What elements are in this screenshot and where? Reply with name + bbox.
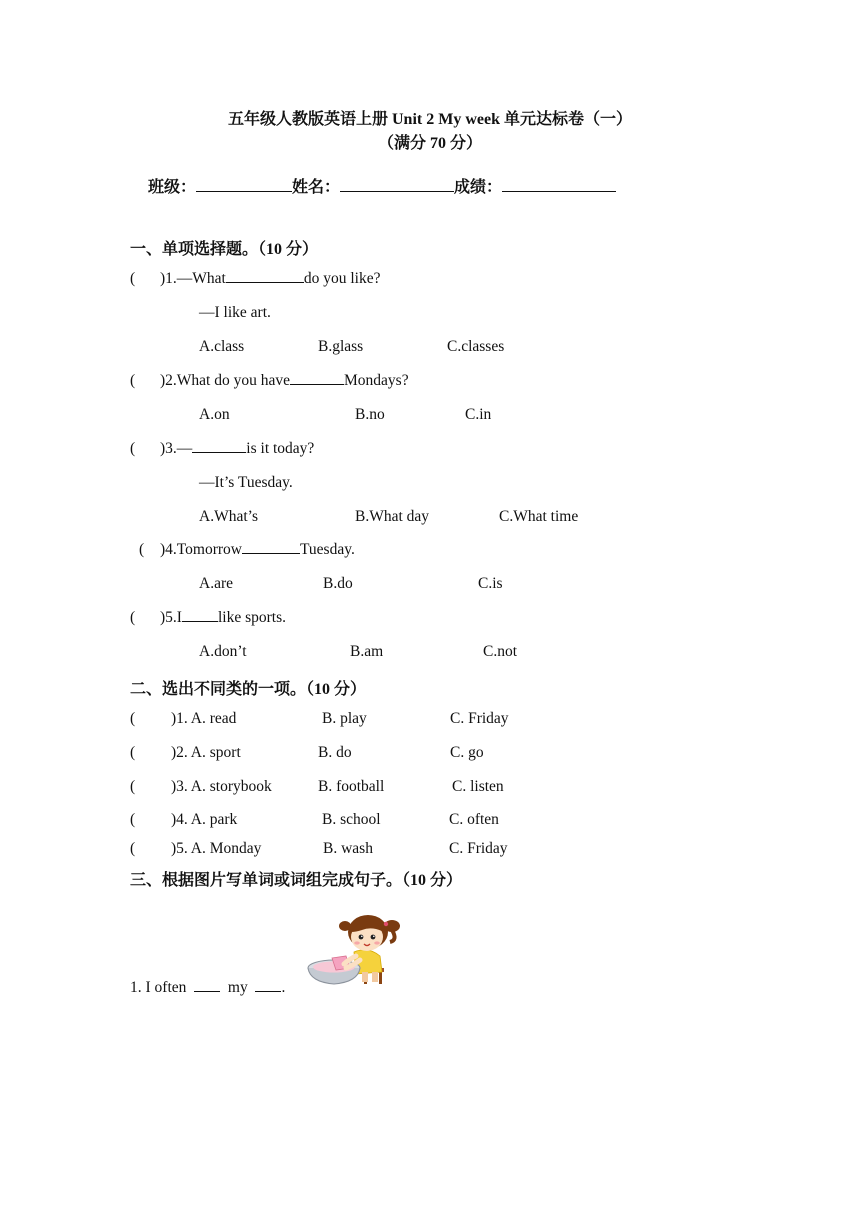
s3-q1-sentence: 1. I often my .: [130, 979, 286, 996]
s1-q5-blank[interactable]: [182, 620, 218, 622]
s1-q4-option-c[interactable]: C.is: [478, 575, 503, 592]
s1-q1-option-a[interactable]: A.class: [199, 338, 245, 355]
class-blank[interactable]: [196, 190, 292, 192]
page-subtitle: （满分 70 分）: [377, 135, 482, 152]
s3-q1-blank-1[interactable]: [194, 990, 220, 992]
s1-q1-paren: (: [130, 270, 136, 287]
s3-q1-blank-2[interactable]: [255, 990, 281, 992]
name-label: 姓名：: [292, 179, 341, 196]
score-label: 成绩：: [454, 179, 503, 196]
s1-q4-paren: (: [139, 541, 145, 558]
s1-q2-blank[interactable]: [290, 383, 344, 385]
section3-heading: 三、根据图片写单词或词组完成句子。（10 分）: [130, 872, 463, 889]
s2-item-option-c[interactable]: C. Friday: [450, 710, 509, 727]
s1-q5-option-a[interactable]: A.don’t: [199, 643, 247, 660]
s1-q2-option-c[interactable]: C.in: [465, 406, 492, 423]
s2-item-option-b[interactable]: B. do: [318, 744, 352, 761]
s2-item-option-b[interactable]: B. wash: [323, 840, 373, 857]
s2-item-option-a[interactable]: )5. A. Monday: [171, 840, 262, 857]
s2-item-option-a[interactable]: )2. A. sport: [171, 744, 241, 761]
s2-item-option-a[interactable]: )1. A. read: [171, 710, 237, 727]
s1-q3-stem: )3.— is it today?: [160, 440, 315, 457]
s1-q2-paren: (: [130, 372, 136, 389]
page-title: 五年级人教版英语上册 Unit 2 My week 单元达标卷（一）: [228, 111, 632, 128]
name-blank[interactable]: [340, 190, 454, 192]
s2-item-option-b[interactable]: B. football: [318, 778, 385, 795]
s1-q5-paren: (: [130, 609, 136, 626]
s2-item-option-c[interactable]: C. go: [450, 744, 484, 761]
s2-item-paren: (: [130, 744, 136, 761]
s1-q5-option-b[interactable]: B.am: [350, 643, 384, 660]
student-info-line: [148, 174, 616, 197]
s1-q3-option-c[interactable]: C.What time: [499, 508, 579, 525]
s2-item-paren: (: [130, 840, 136, 857]
s2-item-option-b[interactable]: B. school: [322, 811, 381, 828]
s2-item-paren: (: [130, 811, 136, 828]
s2-item-option-c[interactable]: C. Friday: [449, 840, 508, 857]
s1-q2-stem: )2.What do you have Mondays?: [160, 372, 409, 389]
s2-item-option-c[interactable]: C. listen: [452, 778, 504, 795]
s1-q3-option-b[interactable]: B.What day: [355, 508, 430, 525]
section2-heading: 二、选出不同类的一项。（10 分）: [130, 681, 367, 698]
score-blank[interactable]: [502, 190, 616, 192]
s2-item-option-a[interactable]: )3. A. storybook: [171, 778, 272, 795]
class-label: 班级：: [148, 179, 197, 196]
s1-q4-blank[interactable]: [242, 552, 300, 554]
girl-washing-clothes-icon: [306, 912, 402, 988]
s2-item-option-a[interactable]: )4. A. park: [171, 811, 238, 828]
section1-heading: 一、单项选择题。（10 分）: [130, 241, 319, 258]
s1-q1-option-c[interactable]: C.classes: [447, 338, 505, 355]
s1-q2-option-a[interactable]: A.on: [199, 406, 230, 423]
s1-q5-stem: )5.I like sports.: [160, 609, 286, 626]
s1-q5-option-c[interactable]: C.not: [483, 643, 518, 660]
s1-q3-paren: (: [130, 440, 136, 457]
s1-q4-option-b[interactable]: B.do: [323, 575, 353, 592]
s1-q1-option-b[interactable]: B.glass: [318, 338, 364, 355]
s2-item-paren: (: [130, 778, 136, 795]
s2-item-option-b[interactable]: B. play: [322, 710, 367, 727]
s2-item-paren: (: [130, 710, 136, 727]
s1-q1-blank[interactable]: [226, 281, 304, 283]
s1-q1-answer-line: —I like art.: [199, 304, 271, 321]
s1-q1-stem: )1.—What do you like?: [160, 270, 381, 287]
s1-q3-answer-line: —It’s Tuesday.: [199, 474, 293, 491]
s1-q4-stem: )4.Tomorrow Tuesday.: [160, 541, 355, 558]
s1-q4-option-a[interactable]: A.are: [199, 575, 233, 592]
s1-q2-option-b[interactable]: B.no: [355, 406, 385, 423]
s1-q3-option-a[interactable]: A.What’s: [199, 508, 258, 525]
s1-q3-blank[interactable]: [192, 451, 246, 453]
s2-item-option-c[interactable]: C. often: [449, 811, 499, 828]
